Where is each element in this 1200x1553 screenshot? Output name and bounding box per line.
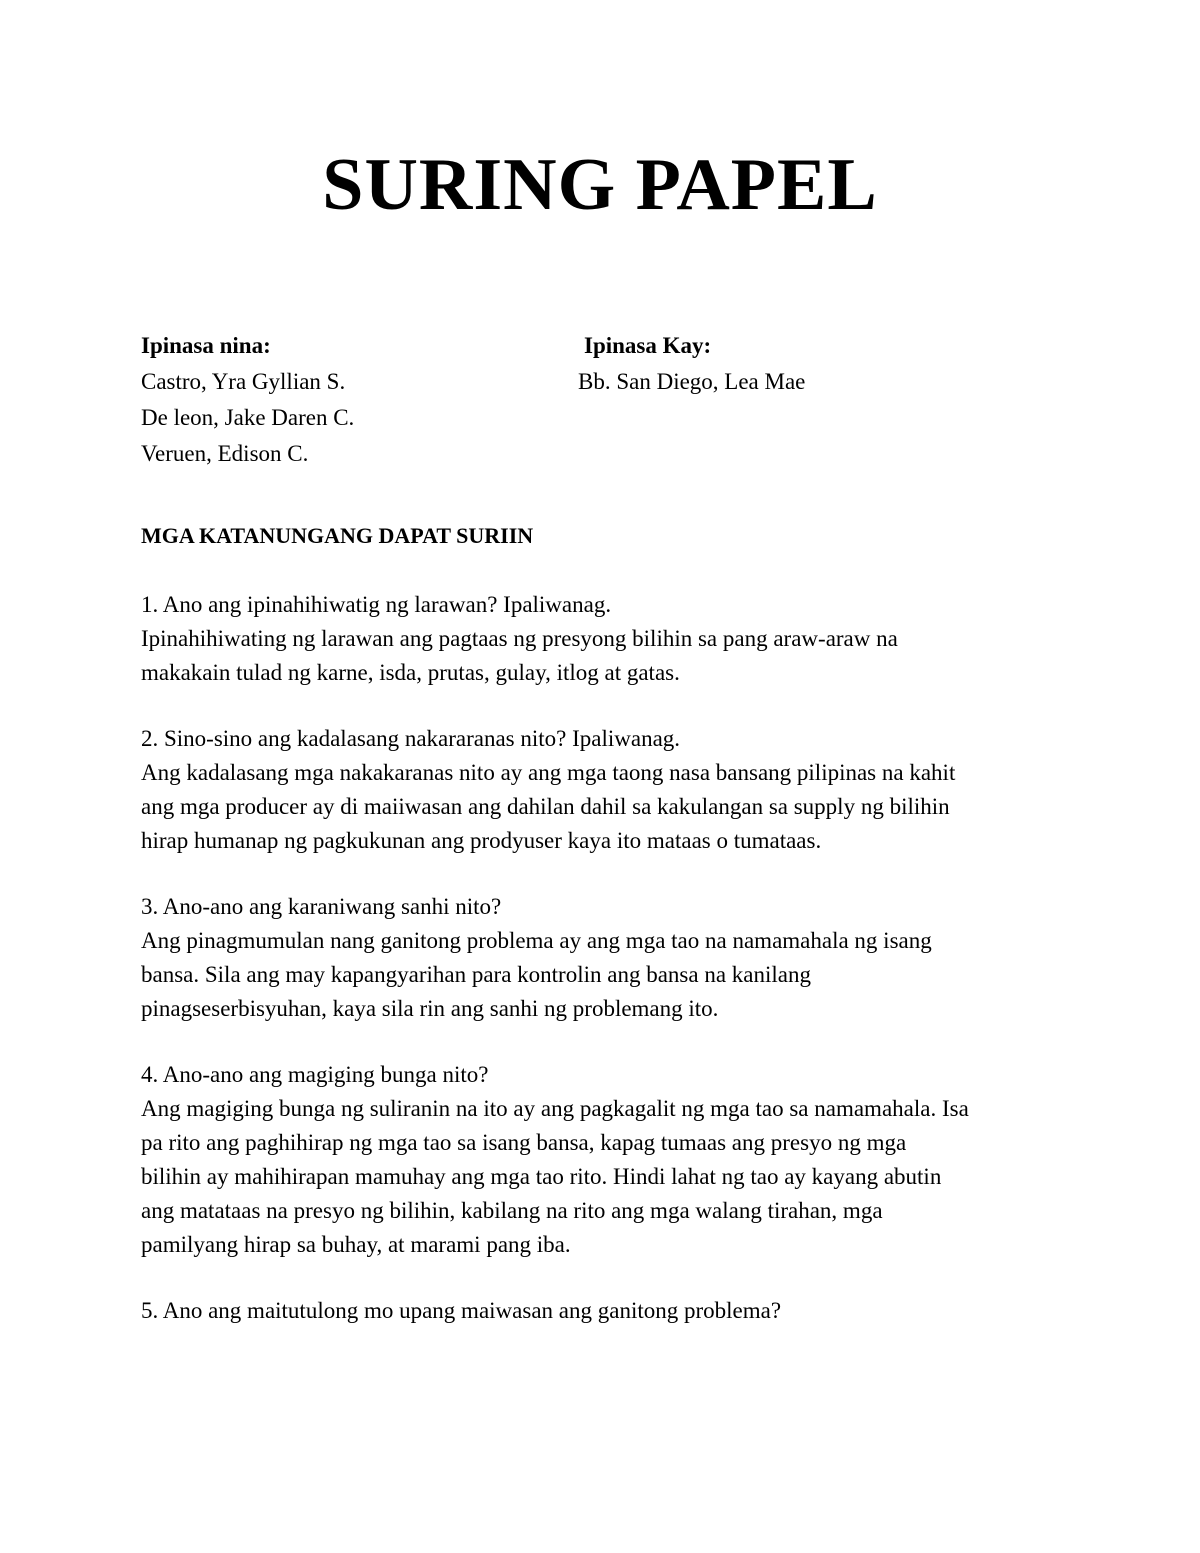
answer-line: pamilyang hirap sa buhay, at marami pang iba. [141, 1232, 571, 1257]
question-block [141, 722, 1081, 858]
submitted-by-label: Ipinasa nina: [141, 333, 271, 358]
question-block [141, 890, 1081, 1026]
answer-line: Ipinahihiwating ng larawan ang pagtaas ng presyong bilihin sa pang araw-araw na [141, 626, 898, 651]
answer-line: Ang pinagmumulan nang ganitong problema ay ang mga tao na namamahala ng isang [141, 928, 932, 953]
answer-line: Ang magiging bunga ng suliranin na ito ay ang pagkagalit ng mga tao sa namamahala. Isa [141, 1096, 969, 1121]
teacher-name: Bb. San Diego, Lea Mae [578, 369, 806, 394]
question-text: 5. Ano ang maitutulong mo upang maiwasan ang ganitong problema? [141, 1298, 782, 1323]
answer-line: Ang kadalasang mga nakakaranas nito ay ang mga taong nasa bansang pilipinas na kahit [141, 760, 956, 785]
question-text: 4. Ano-ano ang magiging bunga nito? [141, 1062, 489, 1087]
author-name: Veruen, Edison C. [141, 441, 309, 466]
document-title: SURING PAPEL [322, 144, 878, 226]
author-name: Castro, Yra Gyllian S. [141, 369, 346, 394]
answer-line: pa rito ang paghihirap ng mga tao sa isang bansa, kapag tumaas ang presyo ng mga [141, 1130, 907, 1155]
answer-line: ang mga producer ay di maiiwasan ang dahilan dahil sa kakulangan sa supply ng bilihin [141, 794, 950, 819]
answer-line: hirap humanap ng pagkukunan ang prodyuser kaya ito mataas o tumataas. [141, 828, 822, 853]
answer-line: bilihin ay mahihirapan mamuhay ang mga tao rito. Hindi lahat ng tao ay kayang abutin [141, 1164, 942, 1189]
question-block [141, 1058, 1081, 1262]
question-block [141, 1294, 1081, 1328]
question-text: 3. Ano-ano ang karaniwang sanhi nito? [141, 894, 502, 919]
answer-line: bansa. Sila ang may kapangyarihan para kontrolin ang bansa na kanilang [141, 962, 811, 987]
question-block [141, 588, 1081, 690]
answer-line: ang matataas na presyo ng bilihin, kabilang na rito ang mga walang tirahan, mga [141, 1198, 883, 1223]
section-heading: MGA KATANUNGANG DAPAT SURIIN [141, 523, 534, 548]
answer-line: makakain tulad ng karne, isda, prutas, gulay, itlog at gatas. [141, 660, 680, 685]
question-text: 2. Sino-sino ang kadalasang nakararanas nito? Ipaliwanag. [141, 726, 681, 751]
answer-line: pinagseserbisyuhan, kaya sila rin ang sanhi ng problemang ito. [141, 996, 719, 1021]
author-name: De leon, Jake Daren C. [141, 405, 355, 430]
question-text: 1. Ano ang ipinahihiwatig ng larawan? Ipaliwanag. [141, 592, 612, 617]
submitted-to-label: Ipinasa Kay: [584, 333, 712, 358]
